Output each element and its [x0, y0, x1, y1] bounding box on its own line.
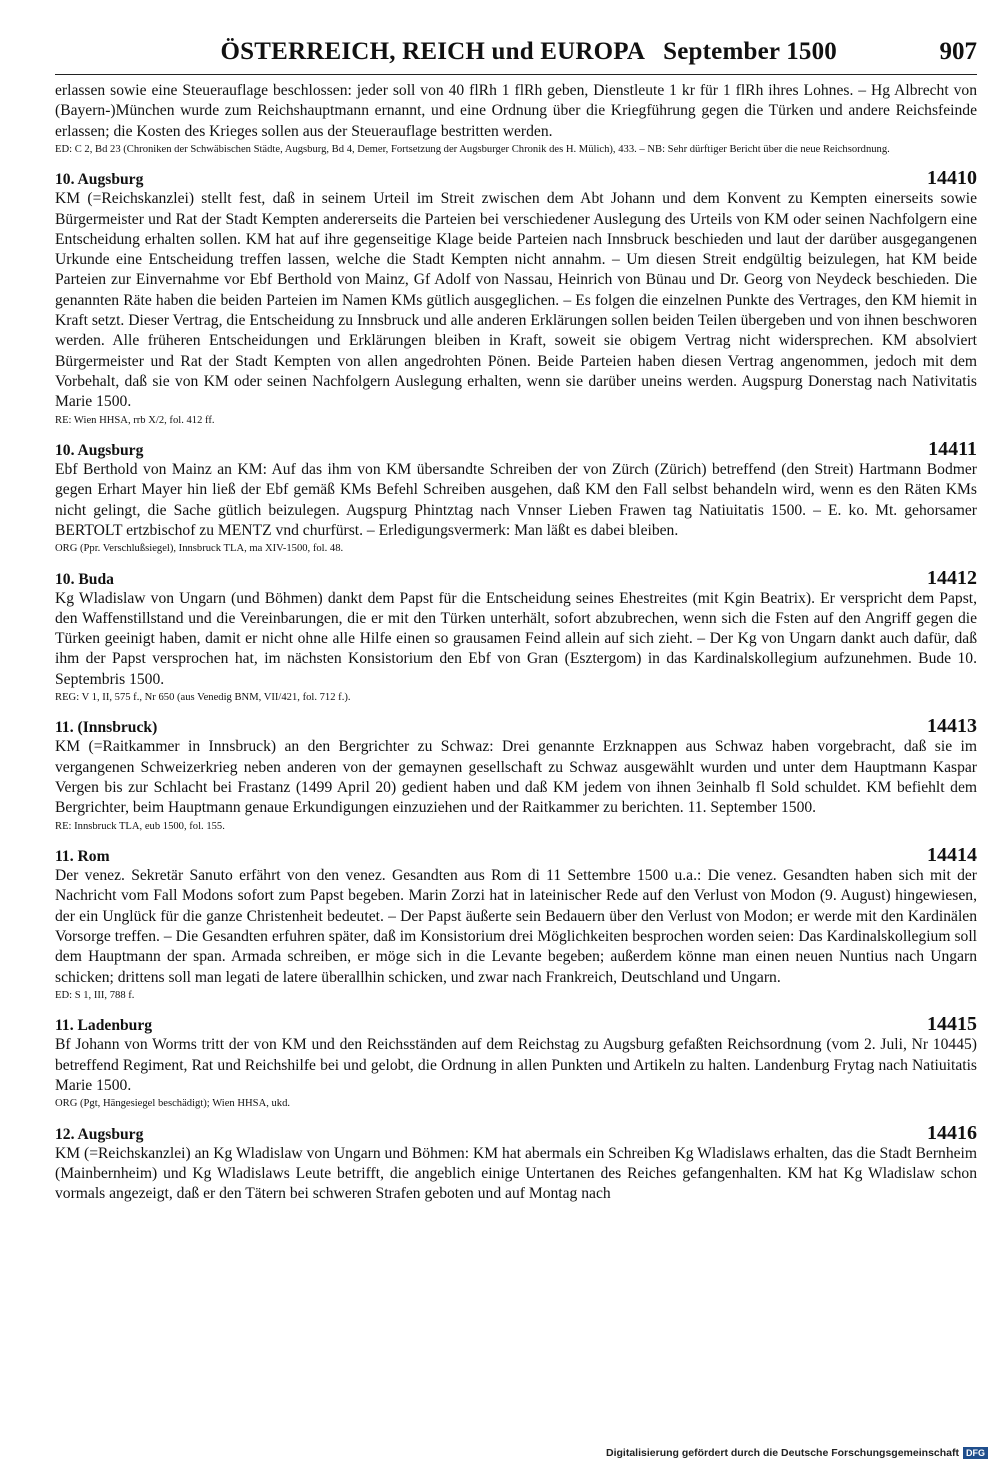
running-header: [55, 38, 977, 75]
entry-date: 11. Ladenburg: [55, 1017, 153, 1035]
entry-date: 11. Rom: [55, 848, 110, 866]
entry-date: 10. Buda: [55, 570, 114, 588]
entry-number: 14410: [927, 167, 977, 190]
entry-number: 14412: [927, 566, 977, 589]
entry-source: ORG (Pgt, Hängesiegel beschädigt); Wien HHSA, ukd.: [55, 1098, 291, 1110]
entry-source: RE: Innsbruck TLA, eub 1500, fol. 155.: [55, 820, 225, 832]
entry-date: 12. Augsburg: [55, 1125, 144, 1143]
header-title: ÖSTERREICH, REICH und EUROPA September 1500: [220, 38, 837, 65]
entry-number: 14414: [927, 844, 977, 867]
entry-text: Der venez. Sekretär Sanuto erfährt von den venez. Gesandten aus Rom di 11 Settembre 1500 u.a.: Die venez. Gesandten haben sich mit der Nachricht vom Fall Modons sofort zum Papst begeben. Marin Zorzi hat in lateinischer Rede auf den Verlust von Modon (9. August) hingewiesen, der ein Unglück für die ganze Christenheit bedeutet. – Der Papst äußerte sein Bedauern über den Verlust von Modon; er werde mit den Kardinälen Vorsorge treffen. – Die Gesandten erfuhren später, daß im Konsistorium drei Möglichkeiten besprochen worden seien: Das Kardinalskollegium soll dem Hauptmann der span. Armada schreiben, er möge sich in die Levante begeben; außerdem könne man einen neuen Nuntius nach Ungarn schicken; drittens soll man legati de latere überallhin schicken, und zwar nach Frankreich, Deutschland und Ungarn.: [55, 867, 977, 986]
entry-text: KM (=Reichskanzlei) stellt fest, daß in seinem Urteil im Streit zwischen dem Abt Johann und dem Konvent zu Kempten einerseits sowie Bürgermeister und Rat der Stadt Kempten andererseits die Parteien bei verschiedener Auslegung des Urteils von KM oder seinen Nachfolgern eine Entscheidung erhalten sollen. KM hat auf ihre gegenseitige Klage beide Parteien nach Innsbruck beschieden und laut der darüber ausgegangenen Urkunde eine Entscheidung treffen lassen, welche die Stadt Kempten nicht annahm. – Um diesen Streit endgültig beizulegen, hat KM beide Parteien zur Einvernahme vor Ebf Berthold von Mainz, Gf Adolf von Nassau, Heinrich von Bünau und Dr. Georg von Neydeck beschieden. Die genannten Räte haben die beiden Parteien im Namen KMs gütlich ausgeglichen. – Es folgen die einzelnen Punkte des Vertrages, den KM hiemit in Kraft setzt. Dieser Vertrag, die Entscheidung zu Innsbruck und alle anderen Erklärungen sollen beiden Teilen übergeben und von ihnen beschworen werden. Alle früheren Entscheidungen und Erklärungen bleiben in Kraft, soweit sie obigem Vertrag nicht widersprechen. KM absolviert Bürgermeister und Rat der Stadt Kempten von allen angedrohten Pönen. Beide Parteien haben diesen Vertrag angenommen, jedoch mit dem Vorbehalt, daß sie von KM oder seinen Nachfolgern Auslegung erhalten, wenn sie darüber uneins werden. Augspurg Donerstag nach Nativitatis Marie 1500.: [55, 190, 977, 411]
dfg-logo-icon: DFG: [963, 1447, 988, 1459]
page-number: 907: [939, 38, 977, 65]
continuation-text: erlassen sowie eine Steuerauflage beschlossen: jeder soll von 40 flRh 1 flRh geben, Dienstleute 1 kr für 1 flRh ihres Lohnes. – Hg Albrecht von (Bayern-)München wurde zum Reichshauptmann ernannt, und eine Ordnung über die Kriegführung gegen die Türken und andere Reichsfeinde erlassen; die Kosten des Krieges sollen aus der Steuerauflage bestritten werden.: [55, 82, 977, 140]
entry-text: Ebf Berthold von Mainz an KM: Auf das ihm von KM übersandte Schreiben der von Zürch (Zürich) betreffend (den Streit) Hartmann Bodmer gegen Erhart Mayer hin ließ der Ebf gemäß KMs Befehl Schreiben ausgehen, daß KM den Fall selbst behandeln wird, wenn es den Räten KMs nicht gelingt, die Sache gütlich beizulegen. Augspurg Phintztag nach Vnnser Lieben Frawen tag Natiuitatis 1500. – E. ko. Mt. gehorsamer BERTOLT ertzbischof zu MENTZ vnd churfürst. – Erledigungsvermerk: Man läßt es dabei bleiben.: [55, 460, 977, 539]
entry-source: ORG (Ppr. Verschlußsiegel), Innsbruck TLA, ma XIV-1500, fol. 48.: [55, 543, 344, 555]
entry-date: 11. (Innsbruck): [55, 719, 158, 737]
entry-number: 14413: [927, 715, 977, 738]
entry-source: REG: V 1, II, 575 f., Nr 650 (aus Venedig BNM, VII/421, fol. 712 f.).: [55, 692, 351, 704]
entry-date: 10. Augsburg: [55, 171, 144, 189]
entry-text: Bf Johann von Worms tritt der von KM und den Reichsständen auf dem Reichstag zu Augsburg gefaßten Reichsordnung (vom 2. Juli, Nr 10445) betreffend Regiment, Rat und Reichshilfe bei und gelobt, die Ordnung in allen Punkten und Artikeln zu halten. Landenburg Frytag nach Natiuitatis Marie 1500.: [55, 1036, 977, 1094]
digitization-footer: [606, 1447, 988, 1459]
entry-14415: [55, 1014, 977, 1110]
entry-14414: [55, 845, 977, 1002]
continuation-block: [55, 81, 977, 156]
entry-14412: [55, 568, 977, 705]
entry-14416: [55, 1123, 977, 1205]
entry-number: 14415: [927, 1013, 977, 1036]
entry-number: 14411: [928, 437, 977, 460]
entry-text: Kg Wladislaw von Ungarn (und Böhmen) dankt dem Papst für die Entscheidung seines Ehestreites (mit Kgin Beatrix). Er verspricht dem Papst, den Waffenstillstand und die Vereinbarungen, die er mit den Türken unterhält, sofort abzubrechen, wenn sich die Fsten auf den Angriff gegen die Türken geeinigt haben, damit er nicht ohne alle Hilfe einen so grausamen Feind allein auf sich zieht. – Der Kg von Ungarn dankt auch dafür, daß ihm der Papst versprochen hat, im nächsten Konsistorium den Ebf von Gran (Esztergom) in das Kardinalskollegium aufzunehmen. Bude 10. Septembris 1500.: [55, 589, 977, 688]
footer-text: Digitalisierung gefördert durch die Deutsche Forschungsgemeinschaft: [606, 1447, 959, 1459]
entry-text: KM (=Raitkammer in Innsbruck) an den Bergrichter zu Schwaz: Drei genannte Erzknappen aus Schwaz haben vorgebracht, daß sie im vergangenen Schweizerkrieg neben anderen von der gemaynen gesellschaft zu Schwaz ausgewählt wurden und unter dem Hauptmann Kaspar Vergen bis zur Schlacht bei Frastanz (1499 April 20) gedient haben und daß KM jedem von ihnen 3einhalb fl Sold schuldet. KM befiehlt dem Bergrichter, beim Hauptmann genaue Erkundigungen einzuziehen und der Raitkammer zu berichten. 11. September 1500.: [55, 738, 977, 817]
continuation-source: ED: C 2, Bd 23 (Chroniken der Schwäbischen Städte, Augsburg, Bd 4, Demer, Fortsetzung der Augsburger Chronik des H. Mülich), 433. – NB: Sehr dürftiger Bericht über die neue Reichsordnung.: [55, 143, 890, 155]
entry-14413: [55, 716, 977, 833]
entry-source: RE: Wien HHSA, rrb X/2, fol. 412 ff.: [55, 414, 215, 426]
entry-text: KM (=Reichskanzlei) an Kg Wladislaw von Ungarn und Böhmen: KM hat abermals ein Schreiben Kg Wladislaws erhalten, das die Stadt Bernheim (Mainbernheim) und Kg Wladislaws Leute betrifft, die angeblich einige Untertanen des Reiches gefangenhalten. KM hat Kg Wladislaw schon vormals angezeigt, daß er den Tätern bei schweren Strafen geboten und auf Montag nach: [55, 1144, 977, 1203]
entry-number: 14416: [927, 1121, 977, 1144]
entry-date: 10. Augsburg: [55, 441, 144, 459]
entry-14410: [55, 168, 977, 427]
document-page: [55, 38, 977, 1204]
entry-source: ED: S 1, III, 788 f.: [55, 989, 135, 1001]
entry-14411: [55, 439, 977, 556]
